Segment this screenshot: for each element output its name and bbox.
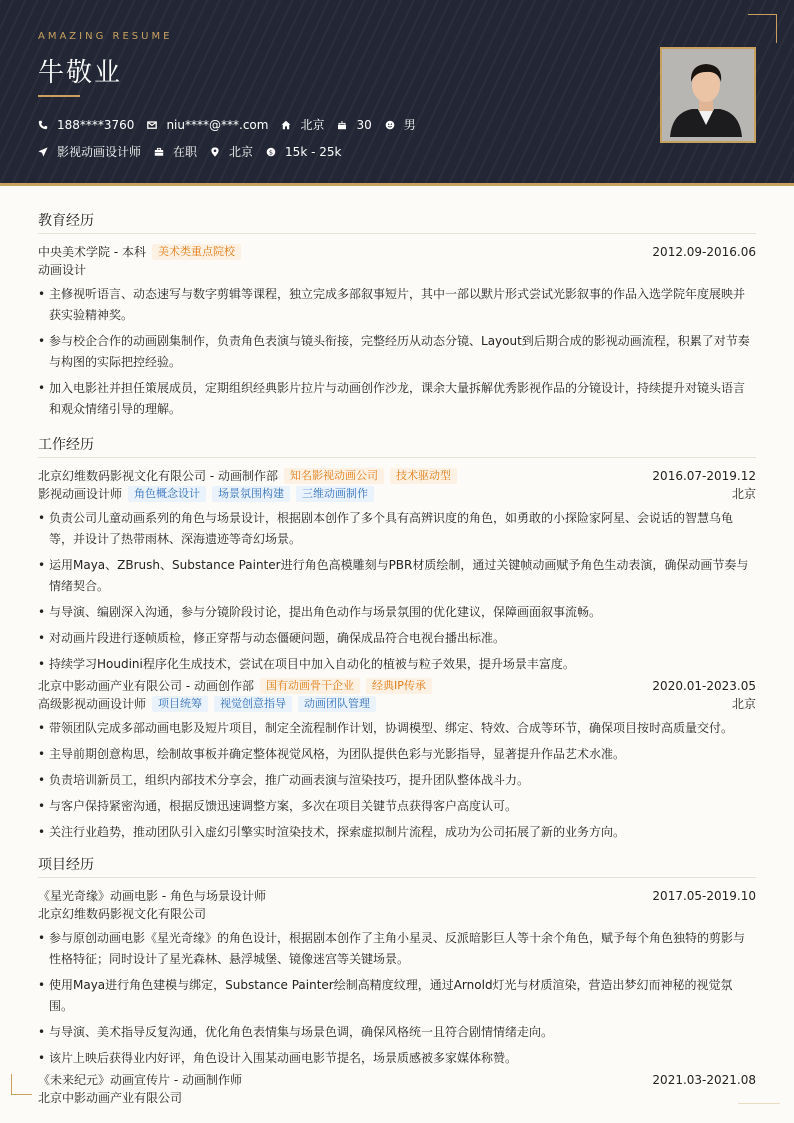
age-value: 30 — [356, 117, 372, 132]
project-entry-sub — [38, 1089, 756, 1107]
job-bullets — [38, 718, 756, 843]
company-tag: 技术驱动型 — [390, 468, 457, 484]
job-bullet: • 主导前期创意构思，绘制故事板并确定整体视觉风格，为团队提供色彩与光影指导，显著提升作品艺术水准。 — [38, 744, 756, 765]
education-period: 2012.09-2016.06 — [652, 245, 756, 259]
job-bullet: • 负责公司儿童动画系列的角色与场景设计，根据剧本创作了多个具有高辨识度的角色，如勇敢的小探险家阿星、会说话的智慧乌龟等，并设计了热带雨林、深海遗迹等奇幻场景。 — [38, 508, 756, 550]
project-bullet: • 与导演、美术指导反复沟通，优化角色表情集与场景色调，确保风格统一且符合剧情情绪走向。 — [38, 1022, 756, 1043]
job-intent-row — [38, 143, 354, 160]
age-item — [337, 118, 371, 132]
project-bullets — [38, 928, 756, 1069]
project-name: 《星光奇缘》动画电影 - 角色与场景设计师 — [38, 889, 266, 903]
job-entry-head — [38, 677, 756, 695]
job-entry-sub — [38, 695, 756, 713]
company-tag: 知名影视动画公司 — [284, 468, 384, 484]
status-item — [154, 143, 197, 160]
gender-icon — [385, 120, 395, 130]
skill-tag: 场景氛围构建 — [212, 486, 290, 502]
resume-tagline: AMAZING RESUME — [38, 31, 173, 42]
major-name: 动画设计 — [38, 263, 87, 277]
job-entry-head — [38, 467, 756, 485]
gender-item — [385, 116, 416, 133]
job-role: 影视动画设计师 — [38, 487, 123, 501]
job-bullet: • 持续学习Houdini程序化生成技术，尝试在项目中加入自动化的植被与粒子效果，提升场景丰富度。 — [38, 654, 756, 675]
target-city-item — [210, 143, 253, 160]
job-bullet: • 与导演、编剧深入沟通，参与分镜阶段讨论，提出角色动作与场景氛围的优化建议，保障画面叙事流畅。 — [38, 602, 756, 623]
company-name: 北京中影动画产业有限公司 - 动画创作部 — [38, 679, 254, 693]
education-bullet: • 主修视听语言、动态速写与数字剪辑等课程，独立完成多部叙事短片，其中一部以默片形式尝试光影叙事的作品入选学院年度展映并获实验精神奖。 — [38, 284, 756, 326]
contact-row — [38, 116, 429, 133]
cake-icon — [337, 120, 347, 130]
project-entry-sub — [38, 905, 756, 923]
skill-tag: 项目统筹 — [152, 696, 208, 712]
education-entry-sub — [38, 261, 756, 279]
corner-decoration-bottom-left — [11, 1074, 32, 1095]
phone-number: 188****3760 — [57, 117, 135, 132]
project-period: 2021.03-2021.08 — [652, 1073, 756, 1087]
job-bullet: • 带领团队完成多部动画电影及短片项目，制定全流程制作计划，协调模型、绑定、特效、合成等环节，确保项目按时高质量交付。 — [38, 718, 756, 739]
briefcase-icon — [154, 147, 164, 157]
gender-value: 男 — [403, 118, 416, 132]
school-name: 中央美术学院 - 本科 — [38, 245, 146, 259]
job-bullet: • 负责培训新员工，组织内部技术分享会，推广动画表演与渲染技巧，提升团队整体战斗力。 — [38, 770, 756, 791]
svg-text:$: $ — [268, 147, 274, 156]
profile-photo — [660, 47, 756, 143]
job-target-value: 影视动画设计师 — [57, 145, 142, 159]
job-bullet: • 关注行业趋势，推动团队引入虚幻引擎实时渲染技术，探索虚拟制片流程，成功为公司拓展了新的业务方向。 — [38, 822, 756, 843]
company-name: 北京幻维数码影视文化有限公司 - 动画制作部 — [38, 469, 278, 483]
city-item — [281, 116, 324, 133]
project-org: 北京幻维数码影视文化有限公司 — [38, 907, 207, 921]
phone-icon — [38, 120, 48, 130]
name-underline — [38, 95, 80, 97]
work-section-title: 工作经历 — [38, 435, 756, 458]
skill-tag: 动画团队管理 — [298, 696, 376, 712]
skill-tag: 角色概念设计 — [128, 486, 206, 502]
job-period: 2016.07-2019.12 — [652, 469, 756, 483]
education-bullets — [38, 284, 756, 420]
project-bullet: • 使用Maya进行角色建模与绑定，Substance Painter绘制高精度纹理，通过Arnold灯光与材质渲染，营造出梦幻而神秘的视觉氛围。 — [38, 975, 756, 1017]
money-icon — [266, 147, 276, 157]
work-section — [38, 435, 756, 843]
projects-section — [38, 855, 756, 1107]
skill-tag: 三维动画制作 — [296, 486, 374, 502]
skill-tag: 视觉创意指导 — [214, 696, 292, 712]
job-location: 北京 — [731, 697, 756, 711]
education-bullet: • 加入电影社并担任策展成员，定期组织经典影片拉片与动画创作沙龙，课余大量拆解优秀影视作品的分镜设计，持续提升对镜头语言和观众情绪引导的理解。 — [38, 378, 756, 420]
projects-section-title: 项目经历 — [38, 855, 756, 878]
education-section-title: 教育经历 — [38, 211, 756, 234]
job-bullet: • 与客户保持紧密沟通，根据反馈迅速调整方案，多次在项目关键节点获得客户高度认可。 — [38, 796, 756, 817]
company-tag: 经典IP传承 — [366, 678, 432, 694]
salary-item — [266, 145, 341, 159]
candidate-name: 牛敬业 — [38, 58, 123, 88]
job-bullet: • 对动画片段进行逐帧质检，修正穿帮与动态僵硬问题，确保成品符合电视台播出标准。 — [38, 628, 756, 649]
city-value: 北京 — [300, 118, 325, 132]
job-bullet: • 运用Maya、ZBrush、Substance Painter进行角色高模雕刻与PBR材质绘制，通过关键帧动画赋予角色生动表演，确保动画节奏与情绪契合。 — [38, 555, 756, 597]
salary-value: 15k - 25k — [285, 144, 342, 159]
company-tag: 国有动画骨干企业 — [260, 678, 360, 694]
project-org: 北京中影动画产业有限公司 — [38, 1091, 183, 1105]
job-entry-sub — [38, 485, 756, 503]
target-city-value: 北京 — [229, 145, 254, 159]
job-location: 北京 — [731, 487, 756, 501]
location-pin-icon — [210, 147, 220, 157]
project-entry-head — [38, 887, 756, 905]
project-name: 《未来纪元》动画宣传片 - 动画制作师 — [38, 1073, 242, 1087]
job-period: 2020.01-2023.05 — [652, 679, 756, 693]
job-bullets — [38, 508, 756, 675]
school-tag: 美术类重点院校 — [152, 244, 241, 260]
project-bullet: • 该片上映后获得业内好评，角色设计入围某动画电影节提名，场景质感被多家媒体称赞。 — [38, 1048, 756, 1069]
job-role: 高级影视动画设计师 — [38, 697, 147, 711]
header-accent-line — [0, 183, 794, 186]
home-icon — [281, 120, 291, 130]
email-address: niu****@***.com — [166, 117, 269, 132]
corner-decoration-top-right — [748, 14, 777, 43]
project-bullet: • 参与原创动画电影《星光奇缘》的角色设计，根据剧本创作了主角小星灵、反派暗影巨人等十余个角色，赋予每个角色独特的剪影与性格特征；同时设计了星光森林、悬浮城堡、镜像迷宫等关键场景。 — [38, 928, 756, 970]
send-icon — [38, 147, 48, 157]
education-entry-head — [38, 243, 756, 261]
project-period: 2017.05-2019.10 — [652, 889, 756, 903]
status-value: 在职 — [173, 145, 198, 159]
phone-item — [38, 118, 134, 132]
education-bullet: • 参与校企合作的动画剧集制作，负责角色表演与镜头衔接，完整经历从动态分镜、Layout到后期合成的影视动画流程，积累了对节奏与构图的实际把控经验。 — [38, 331, 756, 373]
job-target-item — [38, 143, 141, 160]
email-item — [147, 118, 268, 132]
project-entry-head — [38, 1071, 756, 1089]
portrait-image — [662, 49, 750, 137]
education-section — [38, 211, 756, 420]
email-icon — [147, 120, 157, 130]
